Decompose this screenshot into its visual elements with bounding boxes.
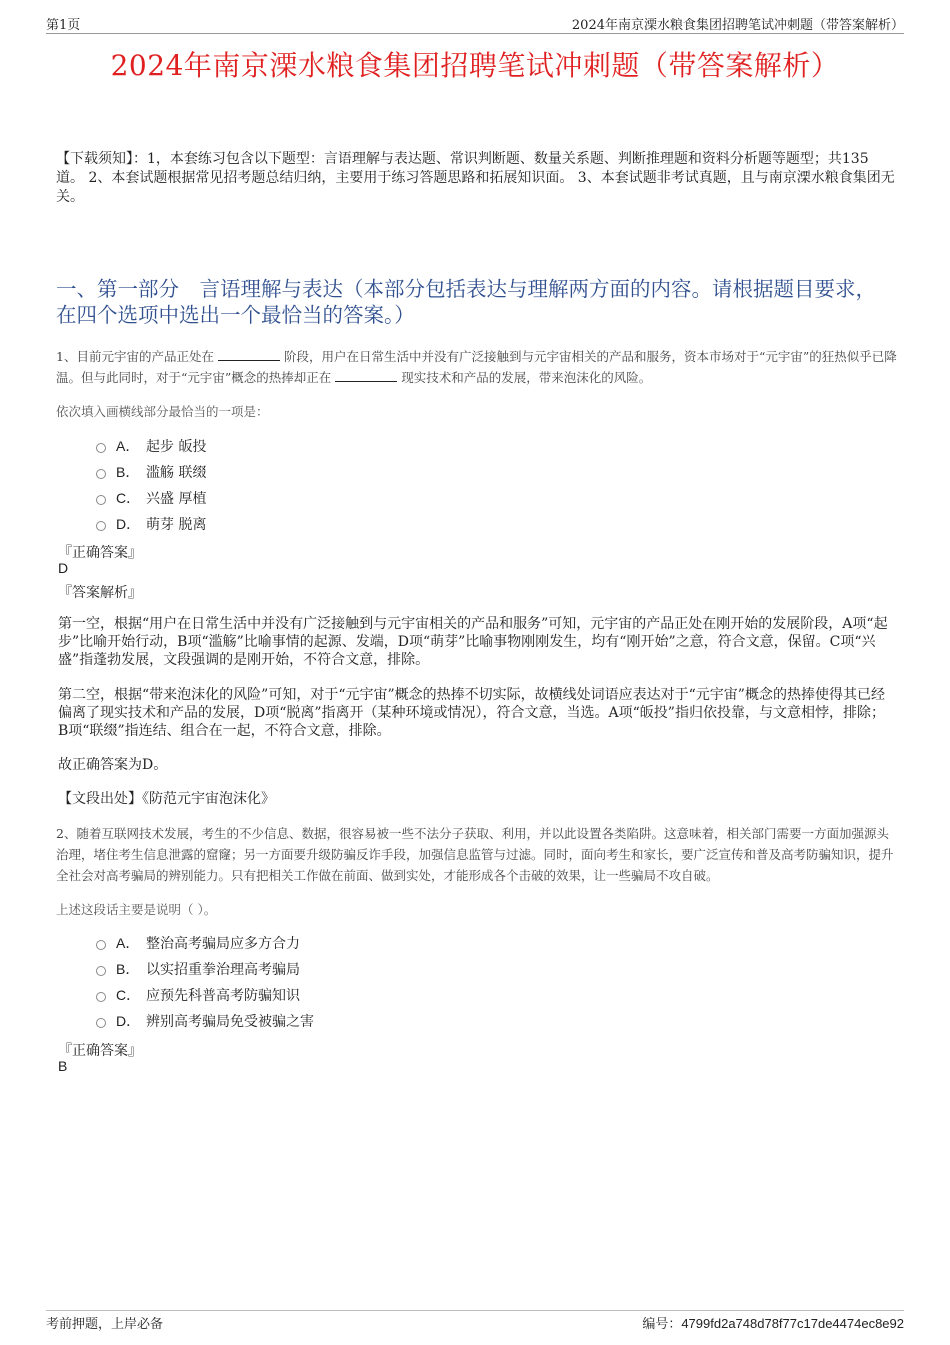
radio-icon[interactable] (96, 495, 106, 505)
question-1-prompt: 依次填入画横线部分最恰当的一项是： (56, 404, 269, 419)
fill-blank-2 (335, 369, 397, 382)
question-2-text: 2、随着互联网技术发展，考生的不少信息、数据，很容易被一些不法分子获取、利用，并以此设置各类陷阱。这意味着，相关部门需要一方面加强源头治理，堵住考生信息泄露的窟窿；另一方面要升级防骗反诈手段，加强信息监管与过滤。同时，面向考生和家长，要广泛宣传和普及高考防骗知识，提升全社会对高考骗局的辨别能力。只有把相关工作做在前面、做到实处，才能形成各个击破的效果，让一些骗局不攻自破。 (56, 826, 894, 883)
question-1-options (96, 433, 206, 537)
running-header-title: 2024年南京溧水粮食集团招聘笔试冲刺题（带答案解析） (571, 18, 904, 33)
q1-analysis-label: 『答案解析』 (58, 585, 142, 601)
footer-code-value: 4799fd2a748d78f77c17de4474ec8e92 (681, 1316, 904, 1331)
q2-answer-label: 『正确答案』 (58, 1043, 142, 1059)
radio-icon[interactable] (96, 940, 106, 950)
footer-divider (46, 1310, 904, 1311)
question-2-prompt: 上述这段话主要是说明（ ）。 (56, 902, 217, 917)
radio-icon[interactable] (96, 992, 106, 1002)
radio-icon[interactable] (96, 1018, 106, 1028)
q1-option-a[interactable]: A． 起步 皈投 (96, 433, 206, 459)
radio-icon[interactable] (96, 521, 106, 531)
radio-icon[interactable] (96, 443, 106, 453)
question-1-text-part-b: 阶段，用户在日常生活中并没有广泛接触到与元宇宙相关的产品和服务，资本市场对于“元宇宙”的狂热似乎已降温。但与此同时，对于“元宇宙”概念的热捧却正在 (56, 349, 897, 385)
q2-option-d[interactable]: D． 辨别高考骗局免受被骗之害 (96, 1008, 314, 1034)
document-title: 2024年南京溧水粮食集团招聘笔试冲刺题（带答案解析） (110, 49, 840, 82)
q1-option-d[interactable]: D． 萌芽 脱离 (96, 511, 206, 537)
q1-source: 【文段出处】《防范元宇宙泡沫化》 (58, 791, 275, 807)
q2-option-b[interactable]: B． 以实招重拳治理高考骗局 (96, 956, 314, 982)
q2-option-c[interactable]: C． 应预先科普高考防骗知识 (96, 982, 314, 1008)
footer-code-label: 编号： (642, 1317, 682, 1332)
footer-slogan: 考前押题，上岸必备 (46, 1317, 164, 1332)
question-1-text (56, 346, 898, 388)
q2-answer: B (58, 1058, 68, 1074)
q1-analysis-paragraph-1: 第一空，根据“用户在日常生活中并没有广泛接触到与元宇宙相关的产品和服务”可知，元宇宙的产品正处在刚开始的发展阶段，A项“起步”比喻开始行动，B项“滥觞”比喻事情的起源、发端，D项“萌芽”比喻事物刚刚发生，均有“刚开始”之意，符合文意，保留。C项“兴盛”指蓬勃发展，文段强调的是刚开始，不符合文意，排除。 (58, 616, 888, 668)
question-2-options (96, 930, 314, 1034)
question-1-text-part-c: 现实技术和产品的发展，带来泡沫化的风险。 (401, 370, 652, 385)
question-1-text-part-a: 1、目前元宇宙的产品正处在 (56, 349, 214, 364)
radio-icon[interactable] (96, 966, 106, 976)
fill-blank-1 (218, 348, 280, 361)
radio-icon[interactable] (96, 469, 106, 479)
section-heading: 一、第一部分 言语理解与表达（本部分包括表达与理解两方面的内容。请根据题目要求，在四个选项中选出一个最恰当的答案。） (56, 277, 876, 327)
q1-analysis-paragraph-2: 第二空，根据“带来泡沫化的风险”可知，对于“元宇宙”概念的热捧不切实际，故横线处词语应表达对于“元宇宙”概念的热捧使得其已经偏离了现实技术和产品的发展，D项“脱离”指离开（某种环境或情况），符合文意，当选。A项“皈投”指归依投靠，与文意相悖，排除；B项“联缀”指连结、组合在一起，不符合文意，排除。 (58, 687, 885, 739)
footer-code (642, 1313, 904, 1332)
q2-option-a[interactable]: A． 整治高考骗局应多方合力 (96, 930, 314, 956)
q1-option-b[interactable]: B． 滥觞 联缀 (96, 459, 206, 485)
page-number: 第1页 (46, 18, 81, 33)
q1-conclusion: 故正确答案为D。 (58, 757, 168, 773)
q1-answer: D (58, 560, 69, 576)
q1-option-c[interactable]: C． 兴盛 厚植 (96, 485, 206, 511)
q1-answer-label: 『正确答案』 (58, 545, 142, 561)
header-divider (46, 33, 904, 34)
download-notice: 【下载须知】：1，本套练习包含以下题型：言语理解与表达题、常识判断题、数量关系题、判断推理题和资料分析题等题型；共135道。 2、本套试题根据常见招考题总结归纳，主要用于练习答题思路和拓展知识面。 3、本套试题非考试真题，且与南京溧水粮食集团无关。 (56, 151, 895, 205)
